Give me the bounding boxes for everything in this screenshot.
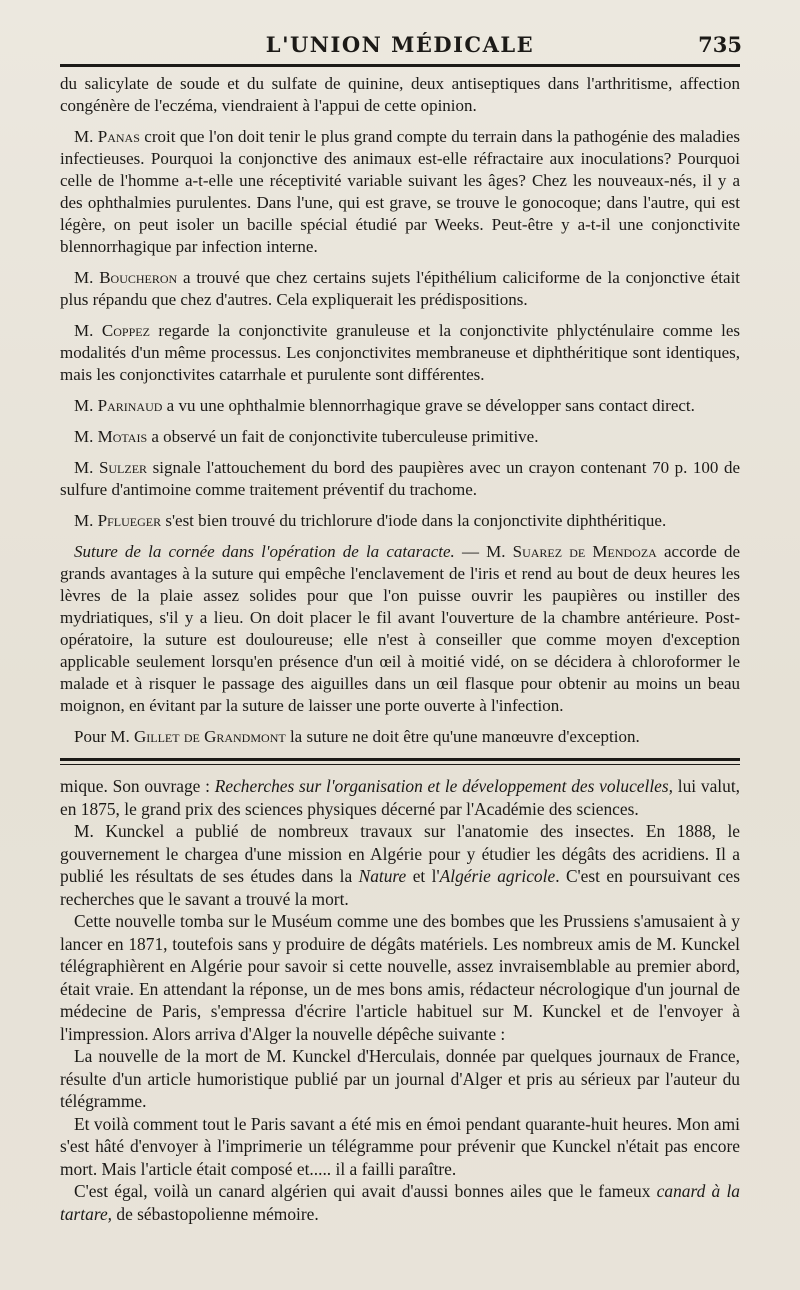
section-divider-thin	[60, 764, 740, 765]
paragraph: M. Coppez regarde la conjonctivite granuleuse et la conjonctivite phlycténulaire comme les modalités d'un même processus. Les conjonctivites membraneuse et diphthéritique sont identiques, mais les conjonctivites catarrhale et purulente sont différentes.	[60, 321, 741, 384]
author-name: Coppez	[101, 321, 150, 340]
article-top-section	[60, 73, 740, 748]
page-header	[60, 22, 740, 62]
section-heading: Suture de la cornée dans l'opération de la cataracte.	[74, 542, 455, 561]
header-rule	[60, 64, 740, 67]
author-name: Suarez de Mendoza	[512, 542, 657, 561]
paragraph: M. Boucheron a trouvé que chez certains sujets l'épithélium caliciforme de la conjonctive était plus répandu que chez d'autres. Cela expliquerait les prédispositions.	[60, 268, 741, 309]
paragraph: M. Motais a observé un fait de conjonctivite tuberculeuse primitive.	[74, 427, 539, 446]
author-name: Gillet de Grandmont	[133, 727, 286, 746]
paragraph: M. Panas croit que l'on doit tenir le plus grand compte du terrain dans la pathogénie des maladies infectieuses. Pourquoi la conjonctive des animaux est-elle réfractaire aux inoculations? Pourquoi celle de l'homme a-t-elle une réceptivité variable suivant les âges? Chez les nouveaux-nés, il y a des ophthalmies purulentes. Dans l'une, qui est grave, se trouve le gonocoque; dans l'autre, qui est légère, on peut isoler un bacille spécial étudié par Weeks. Peut-être y a-t-il une conjonctivite blennorrhagique par infection interne.	[60, 127, 741, 256]
paragraph: Cette nouvelle tomba sur le Muséum comme une des bombes que les Prussiens s'amusaient à y lancer en 1871, toutefois sans y produire de dégâts matériels. Les nombreux amis de M. Kunckel télégraphièrent en Algérie pour savoir si cette nouvelle, assez invraisemblable au premier abord, était vraie. En attendant la réponse, un de mes bons amis, rédacteur nécrologique d'un journal de médecine de Paris, s'empressa d'écrire l'article habituel sur M. Kunckel et de l'envoyer à l'impression. Alors arriva d'Alger la nouvelle dépêche suivante :	[60, 911, 740, 1044]
section-divider	[60, 758, 740, 761]
paragraph: Suture de la cornée dans l'opération de la cataracte. — M. Suarez de Mendoza accorde de grands avantages à la suture qui empêche l'enclavement de l'iris et rend au bout de deux heures les lèvres de la plaie assez solides pour que l'on puisse ouvrir les paupières ou instiller des mydriatiques, s'il y a lieu. On doit placer le fil avant l'ouverture de la chambre antérieure. Post-opératoire, la suture est douloureuse; elle n'est à conseiller que comme moyen d'exception applicable seulement lorsqu'en présence d'un œil à moitié vidé, on se décidera à chloroformer le malade et à risquer le passage des aiguilles dans un œil flasque pour obtenir au moins un beau moignon, en évitant par la suture de laisser une porte ouverte à l'infection.	[60, 542, 741, 715]
paragraph: M. Pflueger s'est bien trouvé du trichlorure d'iode dans la conjonctivite diphthéritique.	[74, 511, 667, 530]
author-name: Motais	[97, 427, 148, 446]
paragraph: Pour M. Gillet de Grandmont la suture ne doit être qu'une manœuvre d'exception.	[74, 727, 640, 746]
author-name: Parinaud	[97, 396, 163, 415]
paragraph: M. Parinaud a vu une ophthalmie blennorrhagique grave se développer sans contact direct.	[74, 396, 695, 415]
paragraph: mique. Son ouvrage : Recherches sur l'organisation et le développement des volucelles, lui valut, en 1875, le grand prix des sciences physiques décerné par l'Académie des sciences.	[60, 776, 741, 819]
author-name: Pflueger	[97, 511, 162, 530]
author-name: Sulzer	[98, 458, 148, 477]
paragraph: C'est égal, voilà un canard algérien qui avait d'aussi bonnes ailes que le fameux canard à la tartare, de sébastopolienne mémoire.	[60, 1181, 740, 1224]
paragraph: La nouvelle de la mort de M. Kunckel d'Herculais, donnée par quelques journaux de France, résulte d'un article humoristique publié par un journal d'Alger et pris au sérieux par l'auteur du télégramme.	[60, 1046, 740, 1111]
paragraph: M. Sulzer signale l'attouchement du bord des paupières avec un crayon contenant 70 p. 100 de sulfure d'antimoine comme traitement préventif du trachome.	[60, 458, 741, 499]
author-name: Panas	[97, 127, 140, 146]
paragraph: Et voilà comment tout le Paris savant a été mis en émoi pendant quarante-huit heures. Mon ami s'est hâté d'envoyer à l'imprimerie un télégramme pour prévenir que Kunckel n'était pas encore mort. Mais l'article était composé et..... il a failli paraître.	[60, 1113, 740, 1179]
article-bottom-section	[60, 775, 740, 1225]
page-number: 735	[698, 32, 742, 57]
author-name: Boucheron	[99, 268, 178, 287]
journal-title: L'UNION MÉDICALE	[265, 32, 535, 57]
paragraph: du salicylate de soude et du sulfate de quinine, deux antiseptiques dans l'arthritisme, affection congénère de l'eczéma, viendraient à l'appui de cette opinion.	[60, 74, 740, 115]
paragraph: M. Kunckel a publié de nombreux travaux sur l'anatomie des insectes. En 1888, le gouvernement le chargea d'une mission en Algérie pour y étudier les dégâts des acridiens. Il a publié les résultats de ses études dans la Nature et l'Algérie agricole. C'est en poursuivant ces recherches que le savant a trouvé la mort.	[60, 821, 740, 909]
